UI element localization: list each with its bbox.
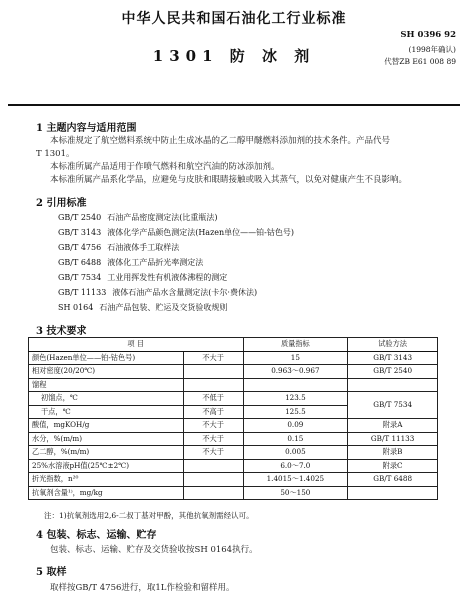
reference-item: GB/T 2540 石油产品密度测定法(比重瓶法) <box>58 213 218 222</box>
standard-category-title: 中华人民共和国石油化工行业标准 <box>121 11 347 27</box>
section-1-paragraph-3: 本标准所属产品系化学品，应避免与皮肤和眼睛接触或吸入其蒸气，以免对健康产生不良影响。 <box>50 175 408 185</box>
standard-number: SH 0396 92 <box>400 30 456 40</box>
section-5-heading: 5 取样 <box>36 567 67 578</box>
table-footnote: 注：1)抗氧剂选用2,6-二叔丁基对甲酚，其他抗氧剂需经认可。 <box>44 511 254 520</box>
standard-replaces-note: 代替ZB E61 008 89 <box>384 57 456 66</box>
table-row: 初馏点，℃ 不低于 123.5 GB/T 7534 <box>29 392 438 406</box>
reference-item: GB/T 4756 石油液体手工取样法 <box>58 243 180 252</box>
reference-item: SH 0164 石油产品包装、贮运及交货验收规则 <box>58 303 228 312</box>
table-row: 乙二醇，%(m/m) 不大于 0.005 附录B <box>29 446 438 460</box>
column-header-method: 试验方法 <box>348 338 438 352</box>
column-header-spec: 质量指标 <box>243 338 348 352</box>
section-3-heading: 3 技术要求 <box>36 326 87 337</box>
table-row: 相对密度(20/20℃) 0.963～0.967 GB/T 2540 <box>29 365 438 379</box>
reference-item: GB/T 3143 液体化学产品颜色测定法(Hazen单位——铂-钴色号) <box>58 228 294 237</box>
reference-item: GB/T 11133 液体石油产品水含量测定法(卡尔·费休法) <box>58 288 258 297</box>
reference-item: GB/T 7534 工业用挥发性有机液体沸程的测定 <box>58 273 228 282</box>
table-row: 水分，%(m/m) 不大于 0.15 GB/T 11133 <box>29 432 438 446</box>
section-4-heading: 4 包装、标志、运输、贮存 <box>36 530 157 541</box>
section-1-paragraph-1-cont: T 1301。 <box>36 149 75 159</box>
table-row: 酸值，mgKOH/g 不大于 0.09 附录A <box>29 419 438 433</box>
section-4-paragraph: 包装、标志、运输、贮存及交货验收按SH 0164执行。 <box>50 545 258 555</box>
column-header-item: 项 目 <box>29 338 244 352</box>
section-2-heading: 2 引用标准 <box>36 198 87 209</box>
table-row: 干点，℃ 不高于 125.5 <box>29 405 438 419</box>
section-1-paragraph-2: 本标准所属产品适用于作喷气燃料和航空汽油的防冰添加剂。 <box>50 162 280 172</box>
section-1-paragraph-1: 本标准规定了航空燃料系统中防止生成冰晶的乙二醇甲醚燃料添加剂的技术条件。产品代号 <box>50 136 391 146</box>
document-title: 1301 防 冰 剂 <box>152 47 316 65</box>
section-5-paragraph: 取样按GB/T 4756进行，取1L作检验和留样用。 <box>50 583 235 593</box>
section-1-heading: 1 主题内容与适用范围 <box>36 123 137 134</box>
table-row: 抗氧剂含量¹⁾，mg/kg 50～150 <box>29 486 438 500</box>
table-row: 折光指数，n²⁰ 1.4015～1.4025 GB/T 6488 <box>29 473 438 487</box>
reference-item: GB/T 6488 液体化工产品折光率测定法 <box>58 258 204 267</box>
table-row: 馏程 <box>29 378 438 392</box>
title-divider <box>8 104 460 106</box>
standard-revision-note: (1998年确认) <box>408 45 456 54</box>
table-row: 颜色(Hazen单位——铂-钴色号) 不大于 15 GB/T 3143 <box>29 351 438 365</box>
technical-requirements-table <box>28 337 438 500</box>
table-row: 25%水溶液pH值(25℃±2℃) 6.0～7.0 附录C <box>29 459 438 473</box>
